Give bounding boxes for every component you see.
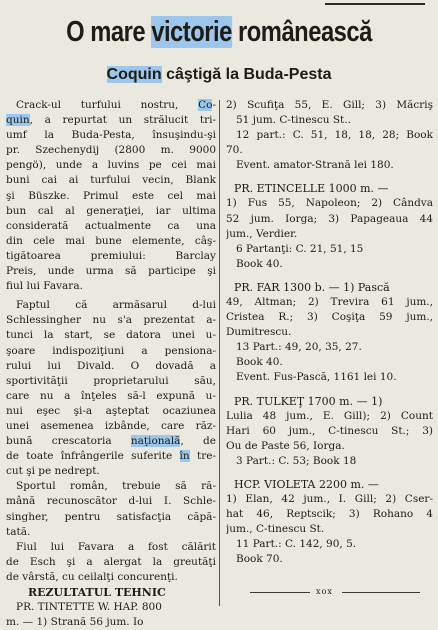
text-line: de toate înfrângerile suferite în tre- (6, 450, 216, 463)
ornament-rule-left (250, 592, 310, 593)
paragraph-3 (6, 479, 216, 539)
text-line: buni cai ai turfului vecin, Blank (6, 174, 216, 187)
result-line: hat 46, Reptscik; 3) Rohano 4 (226, 507, 433, 520)
text-line: singher, pentru satisfacţia căpă- (6, 510, 216, 523)
paragraph-2 (6, 298, 216, 479)
result-line: 3 Part.: C. 53; Book 18 (236, 454, 357, 467)
text-line: şi Büszke. Primul este cel mai (6, 189, 216, 202)
race-title-etincelle: PR. ETINCELLE 1000 m. — (234, 182, 389, 196)
race-title-far: PR. FAR 1300 b. — 1) Pască (234, 280, 390, 294)
result-line: Hari 60 jum., C-tinescu St.; 3) (226, 424, 433, 437)
text-line: Crack-ul turfului nostru, Co- (16, 99, 216, 111)
subheadline-rest: câştigă la Buda-Pesta (166, 66, 332, 83)
end-ornament (250, 588, 420, 598)
headline-part1: O mare (66, 16, 146, 48)
text-line: cut şi pe nedrept. (6, 465, 100, 478)
text-line: fiul lui Favara. (6, 280, 83, 293)
result-line: Book 40. (236, 257, 283, 270)
text-line: umf la Buda-Pesta, însuşindu-şi (6, 129, 216, 142)
text-line: rului lui Divald. O dovadă a (6, 359, 216, 372)
result-line: 1) Fus 55, Napoleon; 2) Cândva (226, 197, 433, 210)
result-line: Cristea R.; 3) Coşiţa 59 jum., (226, 311, 433, 324)
result-line: Ou de Paste 56, Iorga. (226, 439, 345, 452)
result-line: Dumitrescu. (226, 326, 292, 339)
text-line: mână recunoscător d-lui I. Schle- (6, 495, 216, 508)
paragraph-1 (6, 98, 216, 294)
text-line: de vârstă, cu ceilalţi concurenţi. (6, 570, 178, 583)
result-line: 13 Part.: 49, 20, 35, 27. (236, 341, 362, 354)
text-line: din cele mai bune elemente, câş- (6, 234, 216, 247)
result-line: 51 jum. C-tinescu St.. (236, 114, 351, 127)
text-line: care nu a înţeles să-l expună u- (6, 389, 216, 402)
highlight-nationala: naţională (130, 435, 181, 448)
text-line: bună crescatoria naţională, de (6, 435, 216, 448)
race-title-tulket: PR. TULKEŢ 1700 m. — 1) (234, 394, 383, 408)
text-line: pengö), unde a luvins pe cei mai (6, 159, 216, 172)
event-line: Event. amator-Strană lei 180. (236, 159, 394, 172)
result-line: 49, Altman; 2) Trevira 61 jum., (226, 295, 433, 308)
result-line: 1) Elan, 42 jum., I. Gill; 2) Cser- (226, 492, 433, 505)
headline (39, 16, 398, 49)
article-column-left (6, 98, 216, 630)
text-line: quin, a repurtat un strălucit tri- (6, 114, 216, 127)
result-line: 70. (226, 144, 243, 157)
column-divider (219, 100, 220, 606)
race-tintette-title: PR. TINTETTE W. HAP. 800 (16, 601, 162, 613)
text-line: tunci la start, se datora unei u- (6, 329, 216, 342)
text-line: unei asemenea izbânde, care răz- (6, 419, 216, 432)
result-line: 6 Partanţi: C. 21, 51, 15 (236, 242, 364, 255)
text-line: sportivităţii proprietarului său, (6, 374, 216, 387)
result-line: Book 70. (236, 553, 283, 566)
headline-highlight: victorie (151, 16, 232, 48)
highlight-coquin: quin (6, 114, 30, 127)
text-line: Sportul român, trebuie să ră- (16, 480, 216, 493)
result-line: Lulia 48 jum., E. Gill); 2) Count (226, 409, 433, 422)
subheadline (0, 66, 438, 84)
highlight-coquin: Co (198, 99, 213, 111)
result-line: 11 Part.: C. 142, 90, 5. (236, 538, 357, 551)
race-tintette-line: m. — 1) Strană 56 jum. Io (6, 616, 144, 629)
text-line: Schlessingher nu s'a prezentat a- (6, 314, 216, 327)
text-line: nui eşec şi-a aşteptat ocaziunea (6, 404, 216, 417)
result-line: jum., Verdier. (226, 227, 298, 240)
result-line: Book 40. (236, 356, 283, 369)
event-line: Event. Fus-Pască, 1161 lei 10. (236, 371, 397, 384)
paragraph-4 (6, 540, 216, 585)
ornament-rule-right (342, 592, 420, 593)
text-line: Preis, unde urma să participe şi (6, 265, 216, 278)
results-title: REZULTATUL TEHNIC (28, 586, 166, 599)
ornament-text: xox (316, 587, 333, 596)
highlight-in: în (179, 450, 190, 463)
subheadline-highlight: Coquin (106, 66, 162, 83)
results-column-right (226, 98, 433, 567)
headline-part2: românească (238, 16, 372, 48)
race-title-violeta: HCP. VIOLETA 2200 m. — (234, 477, 379, 491)
text-line: pr. Szechenydij (2800 m. 9000 (6, 144, 216, 157)
result-line: jum., C-tinescu St. (226, 523, 325, 536)
text-line: de Esch şi a alergat la greutăţi (6, 555, 216, 568)
text-line: Faptul că armăsarul d-lui (16, 299, 216, 312)
text-line: bun cal al generaţiei, iar ultima (6, 204, 216, 217)
text-line: tată. (6, 525, 31, 538)
result-line: 2) Scufiţa 55, E. Gill; 3) Măcriş (226, 99, 433, 111)
result-line: 12 part.: C. 51, 18, 18, 28; Book (236, 129, 433, 142)
text-line: şoare indispoziţiuni a pensiona- (6, 344, 216, 357)
result-line: 52 jum. Iorga; 3) Papageaua 44 (226, 212, 433, 225)
text-line: tigătoarea premiului: Barclay (6, 249, 216, 262)
text-line: Fiul lui Favara a fost călărit (16, 540, 216, 553)
top-rule (325, 3, 425, 5)
text-line: considerată actualmente ca una (6, 219, 216, 232)
